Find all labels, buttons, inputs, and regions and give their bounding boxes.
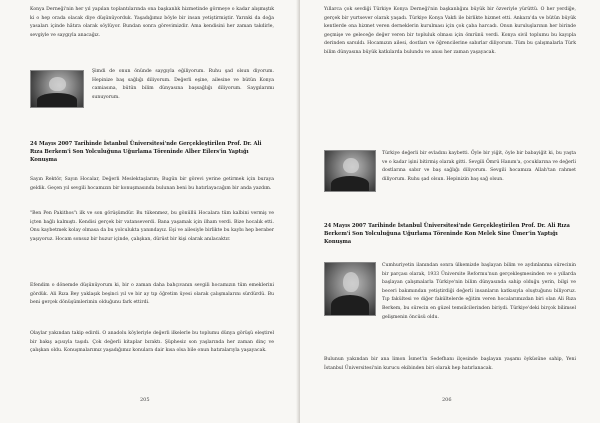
- left-para-3: Sayın Rektör, Sayın Hocalar, Değerli Meslektaşlarım; Bugün bir görevi yerine getirmek için buraya geldik. Geçen yıl sevgili hocamızın bir konuşmasında bulunan beni bu hatırlayacağım bir anda yazdım.: [30, 177, 274, 191]
- left-para-4: "Ben Pen Pakithos"ı ilk ve son görüşümdür. Bu tükenmez, bu gönüllü Hocalara tüm kalbini vermiş ve içten bağlı kalmıştı. Kendisi gerçek bir vatanseverdi. Bana yaşamak için ilham verdi. Bize hocalık etti. Onu kaybetmek kolay olmasa da bu yolculukta yanındayız. Eşi ve ailesiyle birlikte bu kaybı hep beraber yaşıyoruz. Hocam sonsuz bir huzur içinde, çalışkan, dürüst bir kişi olarak anılacaktır.: [30, 211, 274, 242]
- portrait-photo-right-bottom: [324, 262, 376, 316]
- page-number-left: 205: [140, 397, 150, 403]
- portrait-photo-right-top: [324, 150, 376, 192]
- left-para-6: Olaylar yakından takip edirdi. O anadolu köyleriyle değerli ilkelerle bu toplumu dünya görüşü eleştirel bir bakış açısıyla taşıdı. Çok değerli kitaplar bıraktı. Şüphesiz son yaşlarında her zaman dinç ve çalışkan oldu. Konuşmalarımız yaşadığımız konulara dair kısa olsa bile onun hatıralarıyla yaşayacak.: [30, 331, 274, 354]
- page-number-right: 206: [442, 397, 452, 403]
- right-para-2: Türkiye değerli bir evladını kaybetti. Öyle bir yiğit, öyle bir babayiğit ki, bu yaşta ve o kadar işini bitirmiş olarak gitti. Sevgili Ömrü Hanım'a, çocuklarına ve değerli dostlarına sabır ve baş sağlığı diliyorum. Sevgili hocamıza Allah'tan rahmet diliyorum. Ruhu şad olsun. Hepinizin baş sağ olsun.: [382, 151, 576, 182]
- right-para-4: Bulunun yakından bir ana limon İsmet'in Sedefhanı ilçesinde başlayan yaşamı öyküsüne sahip, Yeni İstanbul Üniversitesi'nin kurucu ekibinden biri olarak hep hatırlanacak.: [324, 357, 576, 371]
- right-para-1: Yıllarca çok sevdiği Türkiye Konya Derneği'nin başkanlığını büyük bir özveriyle yürüttü. O her yerdiğe, gerçek bir yurtsever olarak yaşadı. Türkiye Konya Vakfı ile birlikte hizmet etti. Ankara'da ve bütün büyük kentlerde ona hizmet veren derneklerin kurulması için çok çaba harcadı. Onun kuruluşlarının her birinde geçmişe ve geleceğe değer veren bir topluluk olması için ömrünü verdi. Konya sivil toplumu bu kayıpla derinden sarsıldı. Hocamızın ailesi, dostları ve öğrencilerine sabırlar diliyorum. Tüm bu çalışmalarla Türk bilim dünyasına büyük katkılarda bulundu ve anısı her zaman yaşayacak.: [324, 7, 576, 55]
- right-page: [300, 0, 600, 423]
- left-para-5: Efendim o dönemde düşünüyorum ki, bir o zaman daha bahçıvanın sevgili hocamızın tüm emeklerini gördük. Ali Rıza Bey yaklaşık beşinci yıl ve bir ay tıp öğretim üyesi olarak çalışmalarını sürdürdü. Bu beni gerçek dönüşümlerimin olduğunu fark ettirdi.: [30, 283, 274, 306]
- left-para-1: Konya Derneği'nin her yıl yapılan toplantılarında ona başkanlık hizmetinde görmeye o kadar alışmıştık ki o hep orada olacak diye düşünüyorduk. Yaşadığımız böyle bir insan yetiştirmiştir. Yarınki da doğa yasaları içinde hâtıra olarak söylüyor. Bundan sonra görevimizdir. Ama kendisini her zaman takdirle, sevgiyle ve saygıyla anacağız.: [30, 7, 274, 38]
- left-para-2: Şimdi de onun önünde saygıyla eğiliyorum. Ruhu şad olsun diyorum. Hepinize baş sağlığı diliyorum. Değerli eşine, ailesine ve bütün Konya camiasına, bütün bilim dünyasına başsağlığı diliyorum. Saygılarımı sunuyorum.: [92, 69, 274, 100]
- right-para-3: Cumhuriyetin ilanından sonra ülkemizde başlayan bilim ve aydınlanma sürecinin bir parçası olarak, 1933 Üniversite Reformu'nun gerçekleşmesinden ve o yıllarda başlayan çalışmalarla Türkiye'nin bilim dünyasında sahip olduğu yerin, bilgi ve beceri bakımından yetiştirdiği değerli insanların katkısıyla oluştuğunu biliyoruz. Tıp fakültesi ve diğer fakültelerde eğitim veren hocalarımızdan biri olan Ali Rıza Berkem, bu sürecin en güzel temsilcilerinden biriydi. Türkiye'deki birçok bilimsel gelişmenin öncüsü oldu.: [382, 263, 576, 320]
- left-section-heading: 24 Mayıs 2007 Tarihinde İstanbul Üniversitesi'nde Gerçekleştirilen Prof. Dr. Ali Rıza Berkem'i Son Yolculuğuna Uğurlama Töreninde Alber Eilers'in Yaptığı Konuşma: [30, 141, 262, 163]
- portrait-photo-left: [30, 70, 84, 108]
- right-section-heading: 24 Mayıs 2007 Tarihinde İstanbul Üniversitesi'nde Gerçekleştirilen Prof. Dr. Ali Rıza Berkem'i Son Yolculuğuna Uğurlama Töreninde Kon Melek Sine Ümer'in Yaptığı Konuşma: [324, 223, 570, 245]
